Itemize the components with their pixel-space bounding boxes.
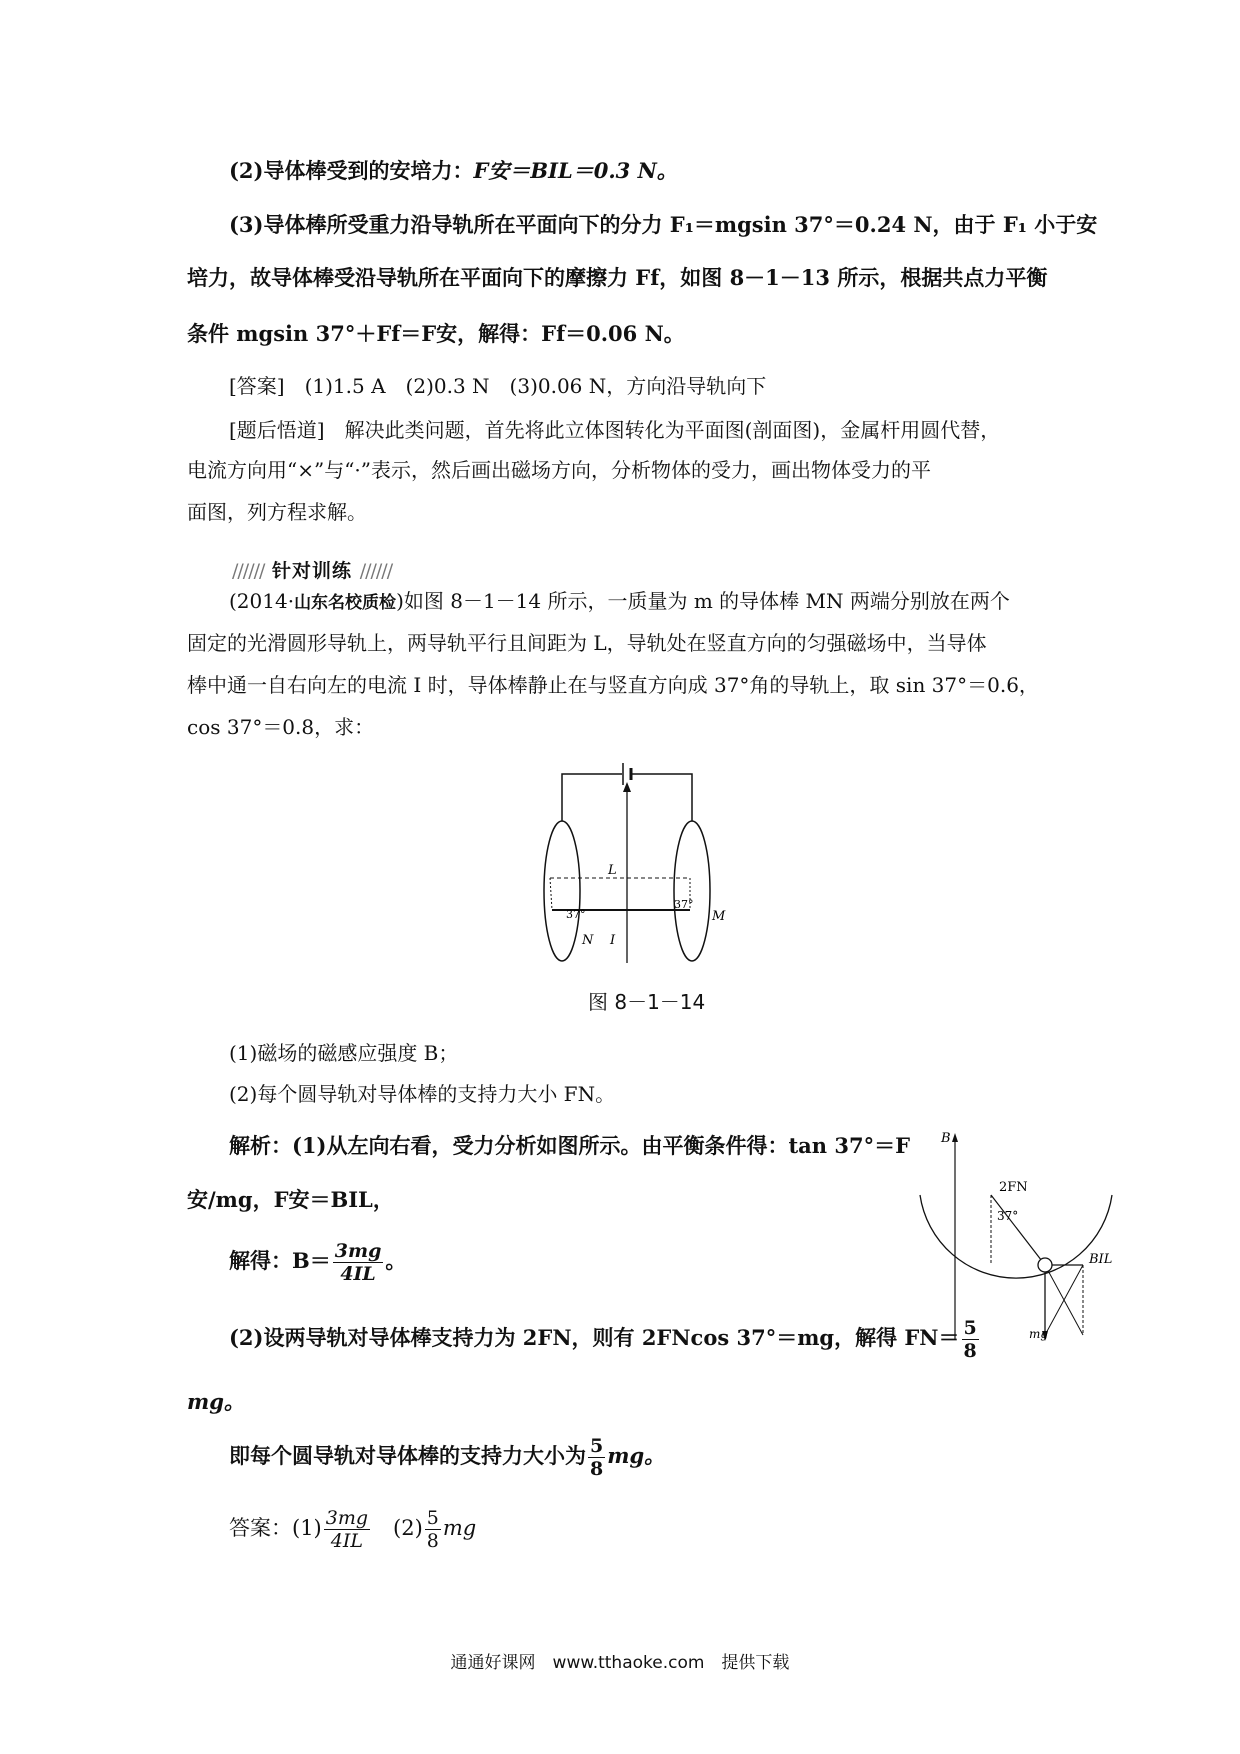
insight-line2: 电流方向用“×”与“·”表示，然后画出磁场方向，分析物体的受力，画出物体受力的平 <box>187 458 932 482</box>
insight-line1: [题后悟道] 解决此类问题，首先将此立体图转化为平面图(剖面图)，金属杆用圆代替， <box>229 418 1001 442</box>
label-M: M <box>712 909 726 924</box>
problem-line4: cos 37°＝0.8，求： <box>187 715 375 739</box>
label-angle-left: 37° <box>566 908 586 921</box>
fraction-3mg-4IL <box>333 1240 384 1285</box>
field-arrow-head <box>623 782 631 792</box>
heading-decoration-left: ////// <box>232 560 265 582</box>
fraction-denominator: 8 <box>590 1458 604 1480</box>
problem-year: (2014· <box>229 589 295 613</box>
question-1: (1)磁场的磁感应强度 B； <box>229 1041 459 1065</box>
fraction-denominator: 8 <box>426 1530 439 1552</box>
solution2-conclusion-end: mg。 <box>607 1443 666 1468</box>
figure-caption: 图 8－1－14 <box>588 990 706 1014</box>
fraction-numerator: 5 <box>426 1507 439 1529</box>
label-I: I <box>610 933 616 948</box>
solution2-line3 <box>229 1430 665 1482</box>
answer2-mid: (2) <box>372 1516 423 1540</box>
answer-line-1: [答案] (1)1.5 A (2)0.3 N (3)0.06 N，方向沿导轨向下 <box>229 374 767 398</box>
answer2-end: mg <box>442 1516 477 1540</box>
problem-line3: 棒中通一自右向左的电流 I 时，导体棒静止在与竖直方向成 37°角的导轨上，取 sin 37°＝0.6， <box>187 673 1039 697</box>
label-BIL: BIL <box>1089 1252 1113 1267</box>
answer-line-2 <box>229 1502 476 1554</box>
problem-source: 山东名校质检 <box>294 593 397 613</box>
right-rail <box>674 821 710 961</box>
solution-part3-line1: (3)导体棒所受重力沿导轨所在平面向下的分力 F₁＝mgsin 37°＝0.24 N，由于 F₁ 小于安 <box>229 212 1098 237</box>
page-footer: 通通好课网 www.tthaoke.com 提供下载 <box>450 1653 790 1673</box>
problem-line1 <box>229 586 1010 618</box>
label-angle-right: 37° <box>674 898 694 911</box>
fraction-denominator: 4IL <box>330 1530 363 1552</box>
solution1-line3 <box>229 1235 406 1287</box>
b-axis-arrow <box>952 1133 958 1142</box>
answer2-fraction-2 <box>425 1507 441 1552</box>
solution2-text: (2)设两导轨对导体棒支持力为 2FN，则有 2FNcos 37°＝mg，解得 FN＝ <box>229 1325 960 1350</box>
fraction-denominator: 8 <box>963 1340 977 1362</box>
fraction-denominator: 4IL <box>340 1263 376 1285</box>
practice-title: 针对训练 <box>272 560 353 582</box>
insight-line3: 面图，列方程求解。 <box>187 500 367 524</box>
solution1-line1: 解析：(1)从左向右看，受力分析如图所示。由平衡条件得：tan 37°＝F <box>229 1133 911 1158</box>
problem-line2: 固定的光滑圆形导轨上，两导轨平行且间距为 L，导轨处在竖直方向的匀强磁场中，当导体 <box>187 631 987 655</box>
solution2-line1 <box>229 1312 981 1364</box>
solution2-conclusion: 即每个圆导轨对导体棒的支持力大小为 <box>229 1443 586 1468</box>
fraction-numerator: 3mg <box>325 1507 369 1529</box>
fraction-5-8 <box>588 1435 605 1480</box>
label-L: L <box>608 863 617 878</box>
question-2: (2)每个圆导轨对导体棒的支持力大小 FN。 <box>229 1082 616 1106</box>
solution-part3-line3: 条件 mgsin 37°＋Ff＝F安，解得：Ff＝0.06 N。 <box>187 321 685 346</box>
fraction-numerator: 5 <box>590 1435 604 1457</box>
label-2FN: 2FN <box>999 1180 1028 1195</box>
solution-part2-line <box>229 156 678 186</box>
label-angle-37: 37° <box>997 1209 1019 1223</box>
solution-part3-line2: 培力，故导体棒受沿导轨所在平面向下的摩擦力 Ff，如图 8－1－13 所示，根据共点力平衡 <box>187 265 1048 290</box>
label-mg: mg <box>1029 1327 1049 1341</box>
solution1-result-label: 解得：B＝ <box>229 1248 331 1273</box>
problem-line1-rest: )如图 8－1－14 所示，一质量为 m 的导体棒 MN 两端分别放在两个 <box>396 589 1010 613</box>
fraction-numerator: 3mg <box>334 1240 382 1262</box>
rod-cross-section <box>1038 1258 1052 1272</box>
solution2-line2: mg。 <box>187 1389 245 1414</box>
part2-label: (2)导体棒受到的安培力： <box>229 158 474 183</box>
answer2-label: 答案：(1) <box>229 1516 322 1540</box>
label-N: N <box>582 933 594 948</box>
solution1-end: 。 <box>385 1248 407 1273</box>
fraction-numerator: 5 <box>963 1317 977 1339</box>
force-diagram <box>915 1125 1140 1345</box>
heading-decoration-right: ////// <box>359 560 393 582</box>
solution1-line2: 安/mg，F安＝BIL， <box>187 1187 394 1212</box>
answer2-fraction-1 <box>324 1507 370 1552</box>
part2-formula: F安＝BIL＝0.3 N。 <box>473 158 678 183</box>
figure-rails-diagram <box>540 758 750 963</box>
practice-heading <box>232 556 392 583</box>
label-B: B <box>941 1131 951 1146</box>
left-rail <box>544 821 580 961</box>
